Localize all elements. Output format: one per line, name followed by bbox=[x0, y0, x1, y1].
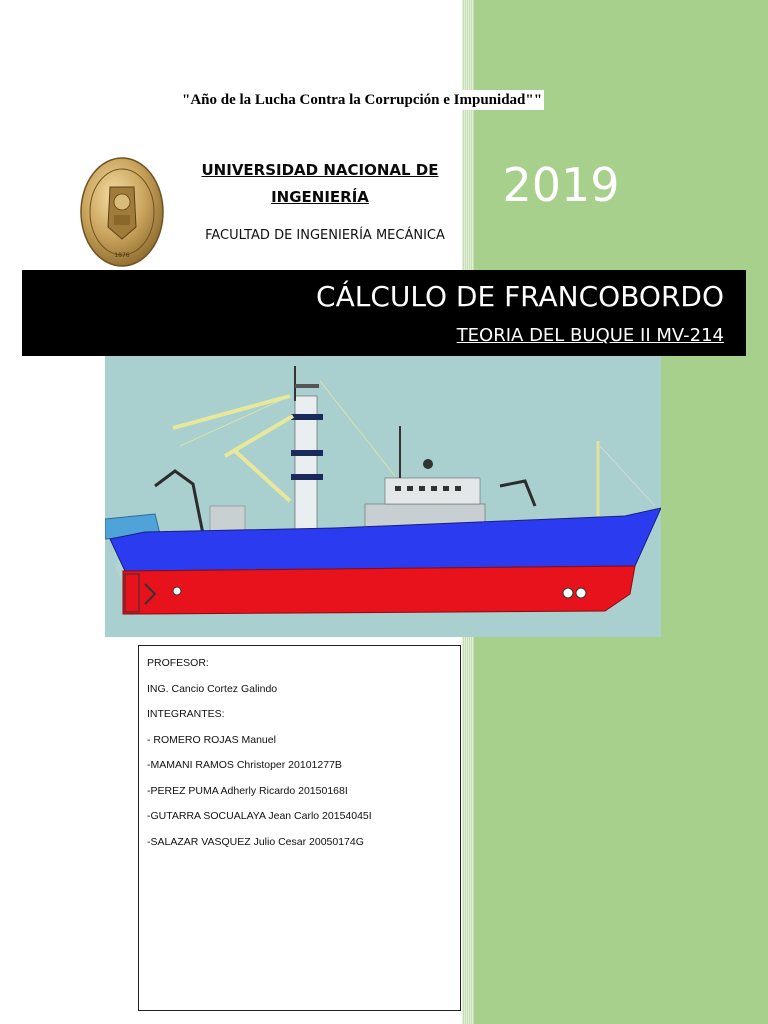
university-name-line2: INGENIERÍA bbox=[271, 188, 369, 206]
year-label: 2019 bbox=[502, 158, 620, 212]
member-item: -PEREZ PUMA Adherly Ricardo 20150168I bbox=[147, 784, 348, 797]
title-banner bbox=[22, 270, 746, 356]
university-name-line1: UNIVERSIDAD NACIONAL DE bbox=[201, 161, 439, 179]
seal-year: 1876 bbox=[114, 252, 130, 259]
year-motto bbox=[180, 92, 600, 109]
member-item: -MAMANI RAMOS Christoper 20101277B bbox=[147, 759, 342, 771]
fishing-vessel-illustration bbox=[105, 356, 661, 637]
document-title: CÁLCULO DE FRANCOBORDO bbox=[316, 280, 724, 313]
member-item: - ROMERO ROJAS Manuel bbox=[147, 733, 276, 746]
professor-name: ING. Cancio Cortez Galindo bbox=[147, 682, 278, 695]
members-label: INTEGRANTES: bbox=[147, 708, 225, 720]
faculty-name: FACULTAD DE INGENIERÍA MECÁNICA bbox=[205, 228, 445, 243]
university-name bbox=[180, 157, 460, 211]
team-info-box bbox=[138, 645, 461, 1011]
member-item: -GUTARRA SOCUALAYA Jean Carlo 20154045I bbox=[147, 810, 372, 822]
university-seal-logo bbox=[80, 157, 164, 267]
professor-label: PROFESOR: bbox=[147, 657, 209, 669]
motto-text: "Año de la Lucha Contra la Corrupción e Impunidad"" bbox=[182, 92, 543, 108]
member-item: -SALAZAR VASQUEZ Julio Cesar 20050174G bbox=[147, 835, 364, 848]
course-subtitle: TEORIA DEL BUQUE II MV-214 bbox=[456, 325, 724, 346]
